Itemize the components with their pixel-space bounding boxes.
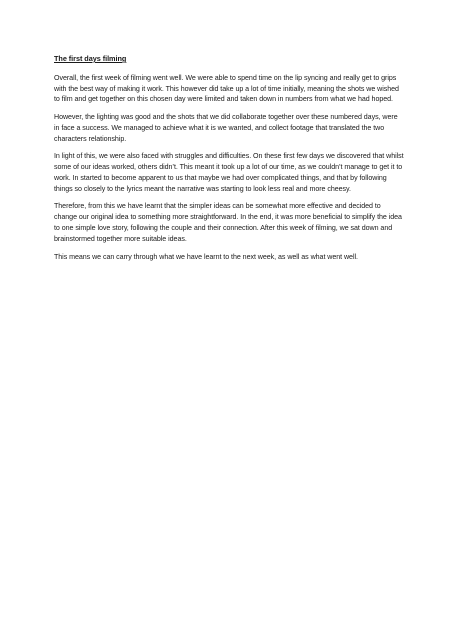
document-body	[54, 54, 404, 269]
paragraph-2: However, the lighting was good and the shots that we did collaborate together over these numbered days, were in face a success. We managed to achieve what it is we wanted, and collect footage that translated the two characters relationship.	[54, 113, 398, 143]
paragraph-5: This means we can carry through what we have learnt to the next week, as well as what went well.	[54, 252, 358, 261]
paragraph-4: Therefore, from this we have learnt that the simpler ideas can be somewhat more effective and decided to change our original idea to something more straightforward. In the end, it was more beneficial to simplify the idea to one simple love story, following the couple and their connection. After this week of filming, we sat down and brainstormed together more suitable ideas.	[54, 202, 402, 243]
document-title: The first days filming	[54, 54, 127, 63]
paragraph-3: In light of this, we were also faced with struggles and difficulties. On these first few days we discovered that whilst some of our ideas worked, others didn’t. This meant it took up a lot of our time, as we couldn’t manage to get it to work. In started to become apparent to us that maybe we had over complicated things, and that by following things so closely to the lyrics meant the narrative was starting to look less real and more cheesy.	[54, 152, 404, 193]
paragraph-1: Overall, the first week of filming went well. We were able to spend time on the lip syncing and really get to grips with the best way of making it work. This however did take up a lot of time initially, meaning the shots we wished to film and get together on this chosen day were limited and taken down in numbers from what we had hoped.	[54, 73, 399, 104]
